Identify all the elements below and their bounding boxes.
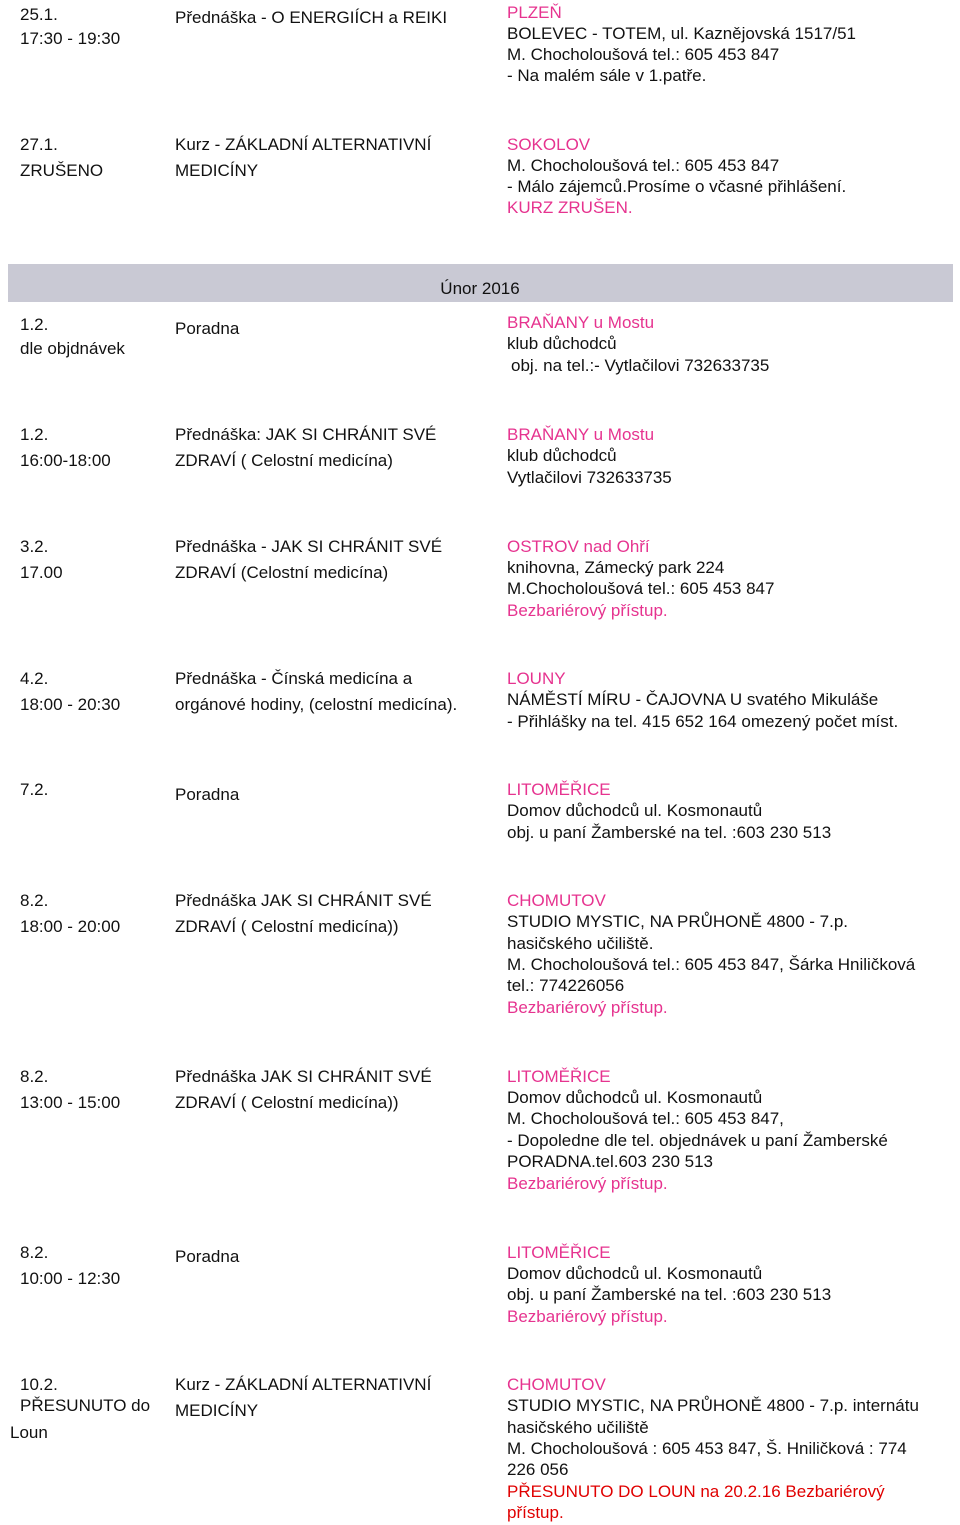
entry-event: Přednáška JAK SI CHRÁNIT SVÉ — [175, 891, 432, 910]
entry-detail: M. Chocholoušová tel.: 605 453 847 — [507, 156, 780, 175]
entry-detail: hasičského učiliště. — [507, 934, 654, 953]
entry-detail: obj. u paní Žamberské na tel. :603 230 513 — [507, 823, 832, 842]
entry-detail: - Na malém sále v 1.patře. — [507, 66, 707, 85]
entry-date: 8.2. — [20, 1067, 49, 1086]
entry-date: 1.2. — [20, 425, 49, 444]
entry-time: dle objdnávek — [20, 339, 125, 358]
entry-date: 3.2. — [20, 537, 49, 556]
entry-detail: M. Chocholoušová tel.: 605 453 847, Šárka Hniličková — [507, 955, 916, 974]
entry-event: Přednáška JAK SI CHRÁNIT SVÉ — [175, 1067, 432, 1086]
entry-event: orgánové hodiny, (celostní medicína). — [175, 695, 458, 714]
entry-time-continued: Loun — [10, 1423, 48, 1442]
entry-detail: hasičského učiliště — [507, 1418, 649, 1437]
entry-event: ZDRAVÍ ( Celostní medicína)) — [175, 917, 399, 936]
entry-event: Kurz - ZÁKLADNÍ ALTERNATIVNÍ — [175, 135, 432, 154]
entry-date: 1.2. — [20, 315, 49, 334]
entry-date: 7.2. — [20, 780, 49, 799]
entry-detail: 226 056 — [507, 1460, 569, 1479]
entry-event: Přednáška - JAK SI CHRÁNIT SVÉ — [175, 537, 443, 556]
entry-event: Poradna — [175, 319, 240, 338]
entry-detail: - Málo zájemců.Prosíme o včasné přihlášení. — [507, 177, 847, 196]
entry-detail: tel.: 774226056 — [507, 976, 625, 995]
entry-event: MEDICÍNY — [175, 1401, 259, 1420]
entry-event: Přednáška - O ENERGIÍCH a REIKI — [175, 8, 448, 27]
entry-date: 4.2. — [20, 669, 49, 688]
entry-notice: KURZ ZRUŠEN. — [507, 198, 633, 217]
entry-date: 25.1. — [20, 5, 58, 24]
entry-city: CHOMUTOV — [507, 891, 606, 910]
entry-event: Kurz - ZÁKLADNÍ ALTERNATIVNÍ — [175, 1375, 432, 1394]
entry-city: LITOMĚŘICE — [507, 780, 611, 799]
entry-detail: klub důchodců — [507, 334, 617, 353]
entry-detail: M. Chocholoušová : 605 453 847, Š. Hniličková : 774 — [507, 1439, 907, 1458]
entry-event: Přednáška - Čínská medicína a — [175, 669, 413, 688]
entry-notice: Bezbariérový přístup. — [507, 601, 668, 620]
entry-detail: Domov důchodců ul. Kosmonautů — [507, 801, 763, 820]
entry-city: LITOMĚŘICE — [507, 1243, 611, 1262]
entry-detail: M.Chocholoušová tel.: 605 453 847 — [507, 579, 775, 598]
entry-time: 18:00 - 20:00 — [20, 917, 121, 936]
entry-event: Poradna — [175, 785, 240, 804]
entry-detail: - Přihlášky na tel. 415 652 164 omezený počet míst. — [507, 712, 899, 731]
month-header-label: Únor 2016 — [440, 279, 520, 298]
entry-event: ZDRAVÍ ( Celostní medicína) — [175, 451, 393, 470]
entry-detail: NÁMĚSTÍ MÍRU - ČAJOVNA U svatého Mikuláše — [507, 690, 879, 709]
entry-moved-notice: PŘESUNUTO DO LOUN na 20.2.16 Bezbariérový — [507, 1482, 885, 1501]
entry-event: MEDICÍNY — [175, 161, 259, 180]
entry-city: PLZEŇ — [507, 3, 562, 22]
entry-detail: knihovna, Zámecký park 224 — [507, 558, 725, 577]
entry-detail: obj. na tel.:- Vytlačilovi 732633735 — [511, 356, 770, 375]
entry-event: Přednáška: JAK SI CHRÁNIT SVÉ — [175, 425, 437, 444]
entry-detail: - Dopoledne dle tel. objednávek u paní Žamberské — [507, 1131, 888, 1150]
entry-detail: Vytlačilovi 732633735 — [507, 468, 672, 487]
entry-detail: M. Chocholoušová tel.: 605 453 847, — [507, 1109, 784, 1128]
entry-city: SOKOLOV — [507, 135, 591, 154]
entry-notice: Bezbariérový přístup. — [507, 1174, 668, 1193]
entry-time: 10:00 - 12:30 — [20, 1269, 121, 1288]
entry-date: 8.2. — [20, 891, 49, 910]
entry-detail: Domov důchodců ul. Kosmonautů — [507, 1264, 763, 1283]
entry-detail: obj. u paní Žamberské na tel. :603 230 513 — [507, 1285, 832, 1304]
entry-detail: M. Chocholoušová tel.: 605 453 847 — [507, 45, 780, 64]
entry-event: ZDRAVÍ ( Celostní medicína)) — [175, 1093, 399, 1112]
entry-date: 27.1. — [20, 135, 58, 154]
entry-event: Poradna — [175, 1247, 240, 1266]
entry-city: LITOMĚŘICE — [507, 1067, 611, 1086]
entry-city: BRAŇANY u Mostu — [507, 313, 655, 332]
entry-time: 17.00 — [20, 563, 63, 582]
entry-detail: BOLEVEC - TOTEM, ul. Kaznějovská 1517/51 — [507, 24, 856, 43]
entry-moved-notice: přístup. — [507, 1503, 564, 1522]
entry-notice: Bezbariérový přístup. — [507, 998, 668, 1017]
entry-time: 16:00-18:00 — [20, 451, 111, 470]
entry-detail: Domov důchodců ul. Kosmonautů — [507, 1088, 763, 1107]
entry-date: 8.2. — [20, 1243, 49, 1262]
entry-notice: Bezbariérový přístup. — [507, 1307, 668, 1326]
entry-detail: klub důchodců — [507, 446, 617, 465]
entry-time: PŘESUNUTO do — [20, 1396, 151, 1415]
entry-detail: PORADNA.tel.603 230 513 — [507, 1152, 714, 1171]
entry-date: 10.2. — [20, 1375, 58, 1394]
entry-detail: STUDIO MYSTIC, NA PRŮHONĚ 4800 - 7.p. internátu — [507, 1396, 919, 1415]
entry-city: LOUNY — [507, 669, 566, 688]
entry-time: 18:00 - 20:30 — [20, 695, 121, 714]
entry-event: ZDRAVÍ (Celostní medicína) — [175, 563, 389, 582]
entry-detail: STUDIO MYSTIC, NA PRŮHONĚ 4800 - 7.p. — [507, 912, 849, 931]
entry-time: 13:00 - 15:00 — [20, 1093, 121, 1112]
entry-city: OSTROV nad Ohří — [507, 537, 650, 556]
entry-city: BRAŇANY u Mostu — [507, 425, 655, 444]
entry-time: ZRUŠENO — [20, 161, 104, 180]
entry-city: CHOMUTOV — [507, 1375, 606, 1394]
entry-time: 17:30 - 19:30 — [20, 29, 121, 48]
